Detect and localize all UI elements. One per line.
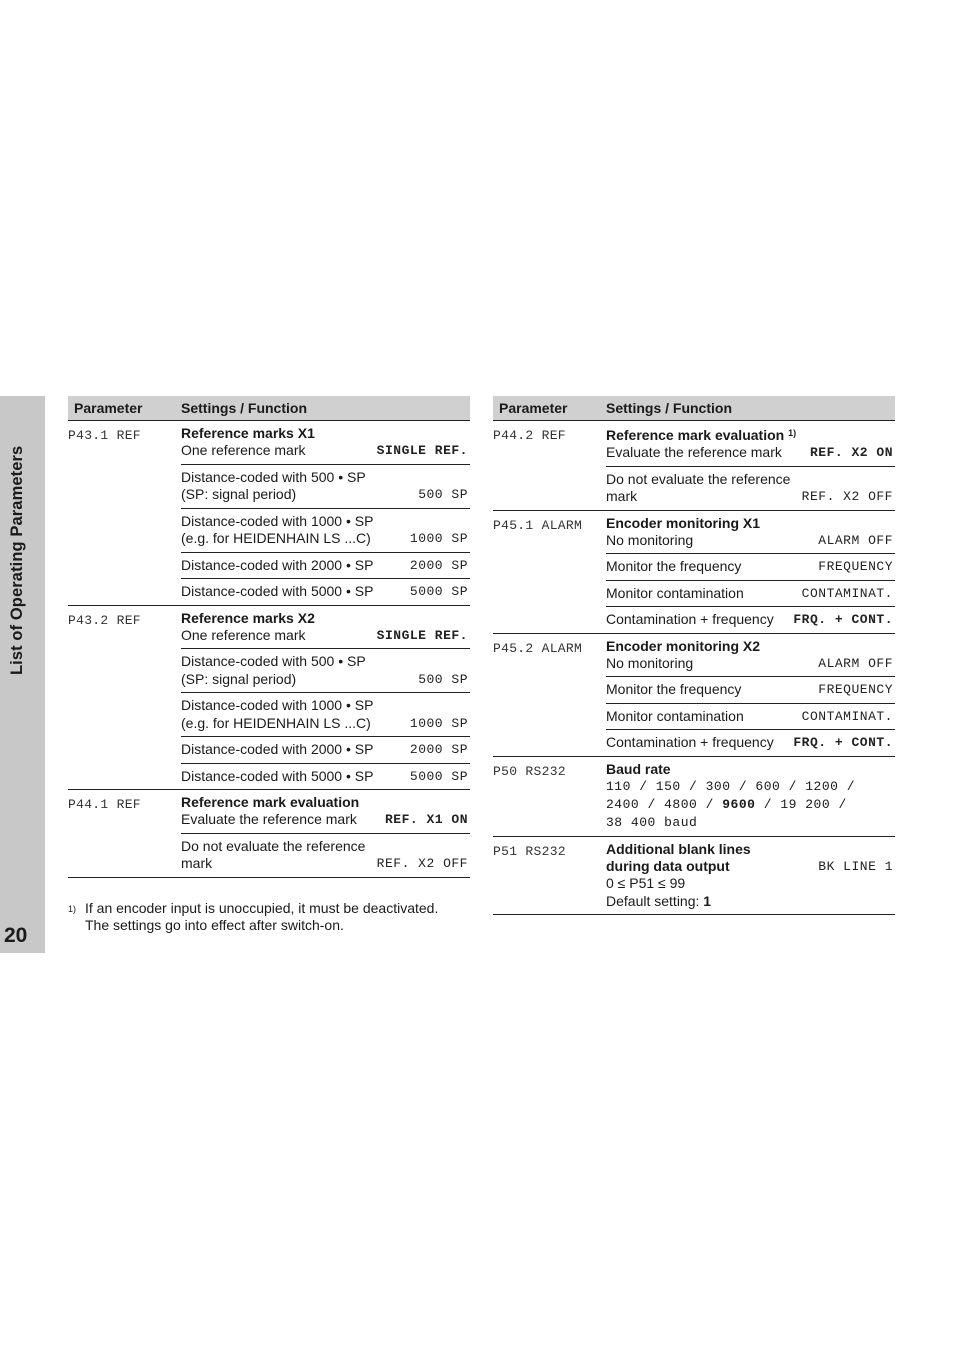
setting-row [606,704,895,731]
param-settings [606,757,895,836]
setting-row [606,554,895,581]
footnote-mark: 1) [68,904,77,914]
header-parameter: Parameter [74,400,143,416]
setting-value: REF. X2 ON [809,445,893,460]
footnote [68,900,468,934]
setting-row [181,421,470,465]
setting-description: Monitor the frequency [606,558,742,574]
setting-description: Distance-coded with 5000 • SP [181,583,374,599]
setting-heading [606,515,895,532]
param-code: P44.2 REF [493,428,566,443]
param-group [493,511,895,634]
setting-line [606,734,895,752]
setting-row [181,509,470,553]
setting-line [181,627,470,645]
table-body [68,421,470,878]
setting-heading-text: Reference marks X2 [181,609,315,626]
setting-row [606,677,895,704]
setting-line [181,811,470,829]
setting-heading [606,425,895,444]
setting-line [606,708,895,726]
setting-value: ALARM OFF [818,532,893,548]
baud-default: 9600 [722,796,756,812]
setting-line [181,486,470,504]
setting-line [181,741,470,759]
setting-line [181,583,470,601]
setting-description: Distance-coded with 1000 • SP [181,512,374,529]
setting-description: Do not evaluate the reference [181,837,366,854]
setting-description: Distance-coded with 500 • SP [181,468,366,485]
setting-heading [181,794,470,811]
setting-value: REF. X1 ON [384,812,468,827]
header-parameter: Parameter [499,400,568,416]
setting-row [606,581,895,608]
setting-description: No monitoring [606,531,694,548]
setting-description: One reference mark [181,442,306,458]
setting-description: Distance-coded with 1000 • SP [181,697,374,713]
setting-row [606,467,895,510]
setting-heading [181,610,470,627]
setting-description: mark [606,488,638,504]
setting-heading-2: during data output [606,858,730,874]
setting-line [181,469,470,487]
setting-description: Monitor contamination [606,584,744,601]
param-code: P44.1 REF [68,797,141,812]
setting-description: mark [181,855,213,871]
setting-value: FREQUENCY [818,559,893,574]
param-code: P51 RS232 [493,843,566,859]
setting-description: (SP: signal period) [181,670,297,687]
setting-line [606,585,895,603]
param-group-p50 [493,757,895,837]
default-setting [606,893,895,911]
setting-line [181,855,470,873]
setting-value: FREQUENCY [818,682,893,697]
setting-line [181,442,470,460]
setting-line [606,655,895,673]
setting-value: 5000 SP [409,584,468,599]
setting-description: Distance-coded with 5000 • SP [181,767,374,784]
setting-line [606,858,895,876]
setting-heading-text: Reference mark evaluation [181,794,360,810]
setting-heading-text: Encoder monitoring X2 [606,637,761,654]
page-number: 20 [4,924,28,947]
setting-description: Contamination + frequency [606,734,774,750]
param-group-p51 [493,837,895,916]
setting-line [606,532,895,550]
footnote-line-2: The settings go into effect after switch-on. [85,917,344,933]
baud-line-2-post: / 19 200 / [755,796,847,812]
setting-line [181,838,470,856]
setting-value: ALARM OFF [818,655,893,671]
setting-value: CONTAMINAT. [801,708,893,724]
parameter-table-right [493,396,895,915]
setting-line [181,671,470,689]
setting-heading: Additional blank lines [606,840,751,857]
setting-description: (e.g. for HEIDENHAIN LS ...C) [181,530,371,546]
setting-row [606,730,895,756]
setting-line [181,513,470,531]
setting-heading-text: Reference marks X1 [181,425,315,441]
setting-heading-text: Encoder monitoring X1 [606,514,761,531]
param-settings [181,790,470,877]
setting-description: Distance-coded with 2000 • SP [181,556,374,573]
default-value: 1 [703,892,712,909]
param-code: P43.2 REF [68,612,141,628]
setting-description: Contamination + frequency [606,611,774,627]
setting-heading-text: Reference mark evaluation [606,427,785,443]
setting-row [181,579,470,605]
setting-value: REF. X2 OFF [376,856,468,871]
param-code: P45.2 ALARM [493,640,583,656]
setting-row [606,757,895,836]
setting-row [181,790,470,834]
param-code: P45.1 ALARM [493,517,583,533]
param-group [493,634,895,757]
header-settings: Settings / Function [181,400,307,416]
setting-description: No monitoring [606,654,694,671]
setting-line [181,557,470,575]
param-settings [606,634,895,756]
setting-row [606,837,895,915]
setting-value: CONTAMINAT. [801,585,893,601]
setting-value: FRQ. + CONT. [793,735,893,750]
setting-value: 1000 SP [409,715,468,731]
setting-description: Evaluate the reference mark [606,444,782,460]
setting-line [181,768,470,786]
setting-value: 2000 SP [409,557,468,573]
setting-line [181,530,470,548]
setting-value: 500 SP [418,487,468,502]
param-settings [181,606,470,790]
range-text: 0 ≤ P51 ≤ 99 [606,875,686,891]
setting-row [181,693,470,737]
setting-heading [181,425,470,442]
setting-row [181,465,470,509]
param-code: P50 RS232 [493,763,566,779]
header-settings: Settings / Function [606,400,732,416]
setting-value: FRQ. + CONT. [793,612,893,627]
param-settings [181,421,470,605]
setting-description: Distance-coded with 2000 • SP [181,741,374,757]
setting-line [606,444,895,462]
setting-value: 500 SP [418,671,468,687]
setting-row [181,834,470,877]
setting-line [606,488,895,506]
baud-line-2-pre: 2400 / 4800 / [606,796,723,812]
param-group [68,790,470,878]
setting-line [181,697,470,715]
setting-value: SINGLE REF. [376,627,468,643]
param-group [68,606,470,791]
setting-value: BK LINE 1 [818,858,893,874]
setting-line [181,715,470,733]
setting-description: (e.g. for HEIDENHAIN LS ...C) [181,714,371,731]
setting-row [181,649,470,693]
setting-description: Distance-coded with 500 • SP [181,653,366,669]
setting-value: REF. X2 OFF [801,489,893,504]
param-group [68,421,470,606]
setting-description: Monitor contamination [606,707,744,724]
setting-row [606,634,895,678]
table-body [493,421,895,757]
baud-line-2 [606,796,895,814]
setting-row [181,553,470,580]
param-code: P43.1 REF [68,428,141,443]
setting-description: Monitor the frequency [606,681,742,697]
setting-value: 1000 SP [409,531,468,546]
setting-description: Evaluate the reference mark [181,811,357,827]
table-header [68,396,470,421]
setting-heading: Baud rate [606,760,671,777]
default-label: Default setting: [606,892,704,909]
setting-value: 2000 SP [409,742,468,757]
table-header [493,396,895,421]
setting-heading [606,638,895,655]
setting-value: 5000 SP [409,768,468,784]
param-settings [606,837,895,915]
setting-line [606,611,895,629]
chapter-title: List of Operating Parameters [8,445,26,675]
setting-line [606,471,895,489]
param-settings [606,511,895,633]
setting-description: (SP: signal period) [181,486,297,502]
setting-line [606,558,895,576]
param-group [493,421,895,511]
setting-row [606,511,895,555]
baud-line-1: 110 / 150 / 300 / 600 / 1200 / [606,778,856,794]
setting-row [606,607,895,633]
param-settings [606,421,895,510]
setting-description: One reference mark [181,626,306,643]
setting-line [606,681,895,699]
setting-row [181,606,470,650]
setting-value: SINGLE REF. [376,443,468,458]
setting-row [181,737,470,764]
setting-row [181,764,470,790]
setting-description: Do not evaluate the reference [606,470,791,487]
footnote-line-1: If an encoder input is unoccupied, it must be deactivated. [85,900,439,916]
setting-row [606,421,895,467]
setting-line [181,653,470,671]
baud-line-3: 38 400 baud [606,814,698,830]
footnote-ref: 1) [788,428,797,438]
parameter-table-left [68,396,470,878]
